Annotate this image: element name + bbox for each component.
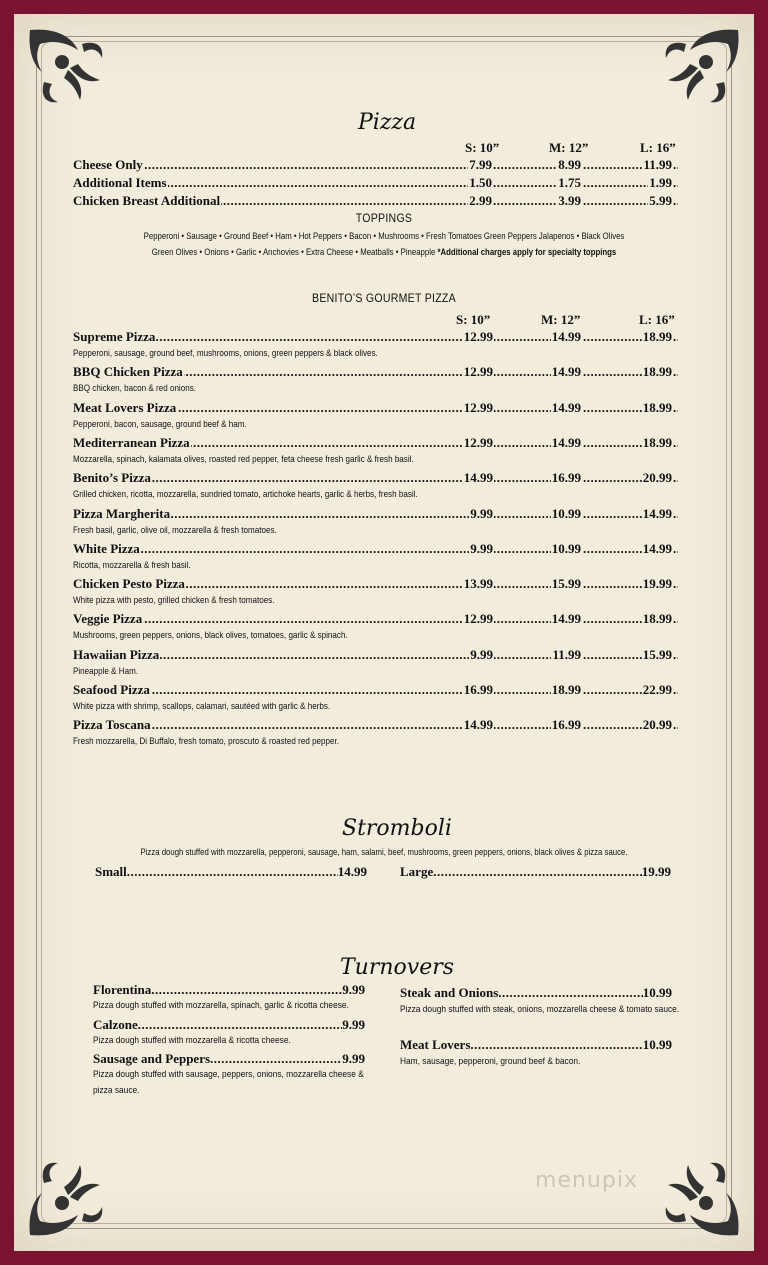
- turnover-name: Sausage and Peppers: [93, 1051, 211, 1066]
- price-small: 13.99: [463, 576, 493, 592]
- turnover-price: 10.99: [642, 985, 672, 1000]
- price-medium: 14.99: [551, 434, 581, 450]
- dot-leader: [73, 611, 678, 627]
- gourmet-item-description: White pizza with shrimp, scallops, calamari, sautéed with garlic & herbs.: [73, 701, 331, 712]
- dot-leader: [73, 647, 678, 663]
- price-medium: 3.99: [558, 193, 581, 208]
- turnover-item: [93, 1017, 365, 1033]
- dot-leader: [151, 982, 342, 998]
- gourmet-item-description: BBQ chicken, bacon & red onions.: [73, 383, 196, 395]
- stromboli-description: Pizza dough stuffed with mozzarella, pepperoni, sausage, ham, salami, beef, mushrooms, green peppers, onions, black olives & pizza sauce.: [140, 847, 628, 858]
- dot-leader: [73, 717, 678, 733]
- gourmet-heading: BENITO’S GOURMET PIZZA: [312, 291, 456, 305]
- gourmet-item-name: Chicken Pesto Pizza: [73, 576, 185, 592]
- gourmet-item-name: Hawaiian Pizza: [73, 646, 160, 662]
- turnover-name: Meat Lovers: [400, 1037, 471, 1052]
- pizza-size-large: L: 16”: [640, 140, 676, 155]
- stromboli-small-price: 14.99: [337, 864, 367, 879]
- dot-leader: [127, 864, 338, 880]
- turnover-description: Pizza dough stuffed with mozzarella & ricotta cheese.: [93, 1035, 291, 1046]
- price-medium: 18.99: [551, 682, 581, 697]
- gourmet-item-name: Mediterranean Pizza: [73, 434, 190, 450]
- stromboli-large-label: Large: [400, 864, 434, 879]
- price-large: 20.99: [642, 470, 672, 486]
- dot-leader: [73, 541, 678, 557]
- price-small: 12.99: [463, 329, 493, 344]
- price-small: 7.99: [469, 157, 492, 172]
- gourmet-item-name: White Pizza: [73, 540, 140, 556]
- toppings-line-2: [69, 247, 699, 258]
- gourmet-item-description: Mushrooms, green peppers, onions, black olives, tomatoes, garlic & spinach.: [73, 630, 348, 642]
- pizza-size-medium: M: 12”: [549, 140, 589, 155]
- ornament-corner-icon: [22, 22, 108, 108]
- gourmet-item-name: Meat Lovers Pizza: [73, 399, 177, 415]
- dot-leader: [210, 1051, 342, 1067]
- price-small: 9.99: [470, 540, 493, 556]
- stromboli-large-row: [400, 864, 671, 880]
- ornament-corner-icon: [22, 1157, 108, 1243]
- price-large: 19.99: [642, 576, 672, 592]
- price-medium: 8.99: [558, 157, 581, 172]
- gourmet-size-medium: M: 12”: [541, 312, 581, 327]
- turnover-price: 9.99: [342, 1017, 365, 1032]
- turnover-description: Pizza dough stuffed with sausage, peppers, onions, mozzarella cheese & pizza sauce.: [93, 1069, 364, 1096]
- turnover-item: [93, 1051, 365, 1067]
- pizza-size-small: S: 10”: [465, 140, 500, 155]
- price-medium: 1.75: [558, 175, 581, 190]
- gourmet-item-description: Pepperoni, bacon, sausage, ground beef & ham.: [73, 418, 247, 430]
- price-large: 1.99: [649, 175, 672, 190]
- price-medium: 14.99: [551, 611, 581, 627]
- price-small: 12.99: [463, 434, 493, 450]
- gourmet-item-description: Mozzarella, spinach, kalamata olives, roasted red pepper, feta cheese fresh garlic & fresh basil.: [73, 453, 414, 465]
- toppings-heading: TOPPINGS: [355, 211, 413, 225]
- watermark-logo: menupix: [535, 1168, 638, 1193]
- dot-leader: [433, 864, 642, 880]
- turnover-description: Pizza dough stuffed with mozzarella, spinach, garlic & ricotta cheese.: [93, 1000, 349, 1011]
- gourmet-item-description: Grilled chicken, ricotta, mozzarella, sundried tomato, artichoke hearts, garlic & herbs, fresh basil.: [73, 489, 418, 501]
- turnover-price: 9.99: [342, 982, 365, 997]
- gourmet-size-small: S: 10”: [456, 312, 491, 327]
- dot-leader: [73, 682, 678, 698]
- toppings-line-1: Pepperoni • Sausage • Ground Beef • Ham • Hot Peppers • Bacon • Mushrooms • Fresh Tomatoes Green Peppers Jalapenos • Black Olives: [143, 231, 625, 242]
- price-small: 14.99: [463, 470, 493, 486]
- price-large: 18.99: [642, 329, 672, 344]
- toppings-line-2-text: Green Olives • Onions • Garlic • Anchovies • Extra Cheese • Meatballs • Pineapple: [151, 247, 436, 258]
- gourmet-item-name: BBQ Chicken Pizza: [73, 364, 183, 380]
- turnovers-title: Turnovers: [340, 955, 455, 980]
- gourmet-item-name: Pizza Toscana: [73, 717, 151, 733]
- stromboli-small-label: Small: [95, 864, 127, 879]
- dot-leader: [73, 329, 678, 345]
- price-medium: 14.99: [551, 329, 581, 344]
- price-medium: 14.99: [551, 399, 581, 415]
- gourmet-item-description: White pizza with pesto, grilled chicken & fresh tomatoes.: [73, 595, 275, 607]
- price-large: 15.99: [642, 646, 672, 662]
- gourmet-item-name: Pizza Margherita: [73, 505, 171, 521]
- stromboli-title: Stromboli: [342, 816, 452, 841]
- price-medium: 11.99: [552, 646, 581, 662]
- turnover-description: Ham, sausage, pepperoni, ground beef & bacon.: [400, 1056, 581, 1067]
- gourmet-item-description: Fresh basil, garlic, olive oil, mozzarella & fresh tomatoes.: [73, 524, 277, 536]
- turnover-description: Pizza dough stuffed with steak, onions, mozzarella cheese & tomato sauce.: [400, 1004, 680, 1015]
- dot-leader: [498, 985, 642, 1001]
- turnover-item: [400, 1037, 672, 1053]
- gourmet-item-description: Pepperoni, sausage, ground beef, mushrooms, onions, green peppers & black olives.: [73, 348, 378, 359]
- price-small: 12.99: [463, 364, 493, 380]
- price-medium: 16.99: [551, 717, 581, 733]
- price-large: 11.99: [643, 157, 672, 172]
- dot-leader: [73, 470, 678, 486]
- stromboli-large-price: 19.99: [641, 864, 671, 879]
- gourmet-item-name: Veggie Pizza: [73, 611, 143, 627]
- gourmet-item-name: Seafood Pizza: [73, 682, 150, 697]
- price-medium: 10.99: [551, 505, 581, 521]
- gourmet-item-description: Pineapple & Ham.: [73, 665, 139, 677]
- dot-leader: [470, 1037, 642, 1053]
- price-small: 1.50: [469, 175, 492, 190]
- price-small: 2.99: [469, 193, 492, 208]
- price-small: 9.99: [470, 505, 493, 521]
- gourmet-item-description: Fresh mozzarella, Di Buffalo, fresh tomato, proscuto & roasted red pepper.: [73, 736, 340, 748]
- price-small: 9.99: [470, 646, 493, 662]
- dot-leader: [73, 157, 678, 173]
- price-medium: 10.99: [551, 540, 581, 556]
- price-small: 12.99: [463, 611, 493, 627]
- price-large: 18.99: [642, 399, 672, 415]
- ornament-corner-icon: [660, 1157, 746, 1243]
- price-large: 14.99: [642, 540, 672, 556]
- price-medium: 16.99: [551, 470, 581, 486]
- pizza-item-name: Cheese Only: [73, 157, 143, 172]
- price-small: 12.99: [463, 399, 493, 415]
- turnover-price: 9.99: [342, 1051, 365, 1066]
- gourmet-item-name: Benito’s Pizza: [73, 470, 151, 486]
- price-large: 22.99: [642, 682, 672, 697]
- turnover-price: 10.99: [642, 1037, 672, 1052]
- turnover-name: Calzone: [93, 1017, 138, 1032]
- price-small: 14.99: [463, 717, 493, 733]
- price-small: 16.99: [463, 682, 493, 697]
- pizza-item-name: Additional Items: [73, 175, 167, 190]
- pizza-title: Pizza: [358, 110, 417, 135]
- turnover-item: [93, 982, 365, 998]
- stromboli-small-row: [95, 864, 367, 880]
- turnover-item: [400, 985, 672, 1001]
- price-large: 18.99: [642, 364, 672, 380]
- price-medium: 14.99: [551, 364, 581, 380]
- turnover-name: Florentina: [93, 982, 152, 997]
- price-large: 20.99: [642, 717, 672, 733]
- price-medium: 15.99: [551, 576, 581, 592]
- price-large: 14.99: [642, 505, 672, 521]
- gourmet-item-description: Ricotta, mozzarella & fresh basil.: [73, 559, 191, 571]
- price-large: 18.99: [642, 434, 672, 450]
- price-large: 18.99: [642, 611, 672, 627]
- gourmet-size-large: L: 16”: [639, 312, 675, 327]
- ornament-corner-icon: [660, 22, 746, 108]
- price-large: 5.99: [649, 193, 672, 208]
- pizza-item-name: Chicken Breast Additional: [73, 193, 221, 208]
- dot-leader: [138, 1017, 342, 1033]
- gourmet-item-name: Supreme Pizza: [73, 329, 156, 344]
- turnover-name: Steak and Onions: [400, 985, 499, 1000]
- toppings-note: *Additional charges apply for specialty toppings: [437, 247, 617, 258]
